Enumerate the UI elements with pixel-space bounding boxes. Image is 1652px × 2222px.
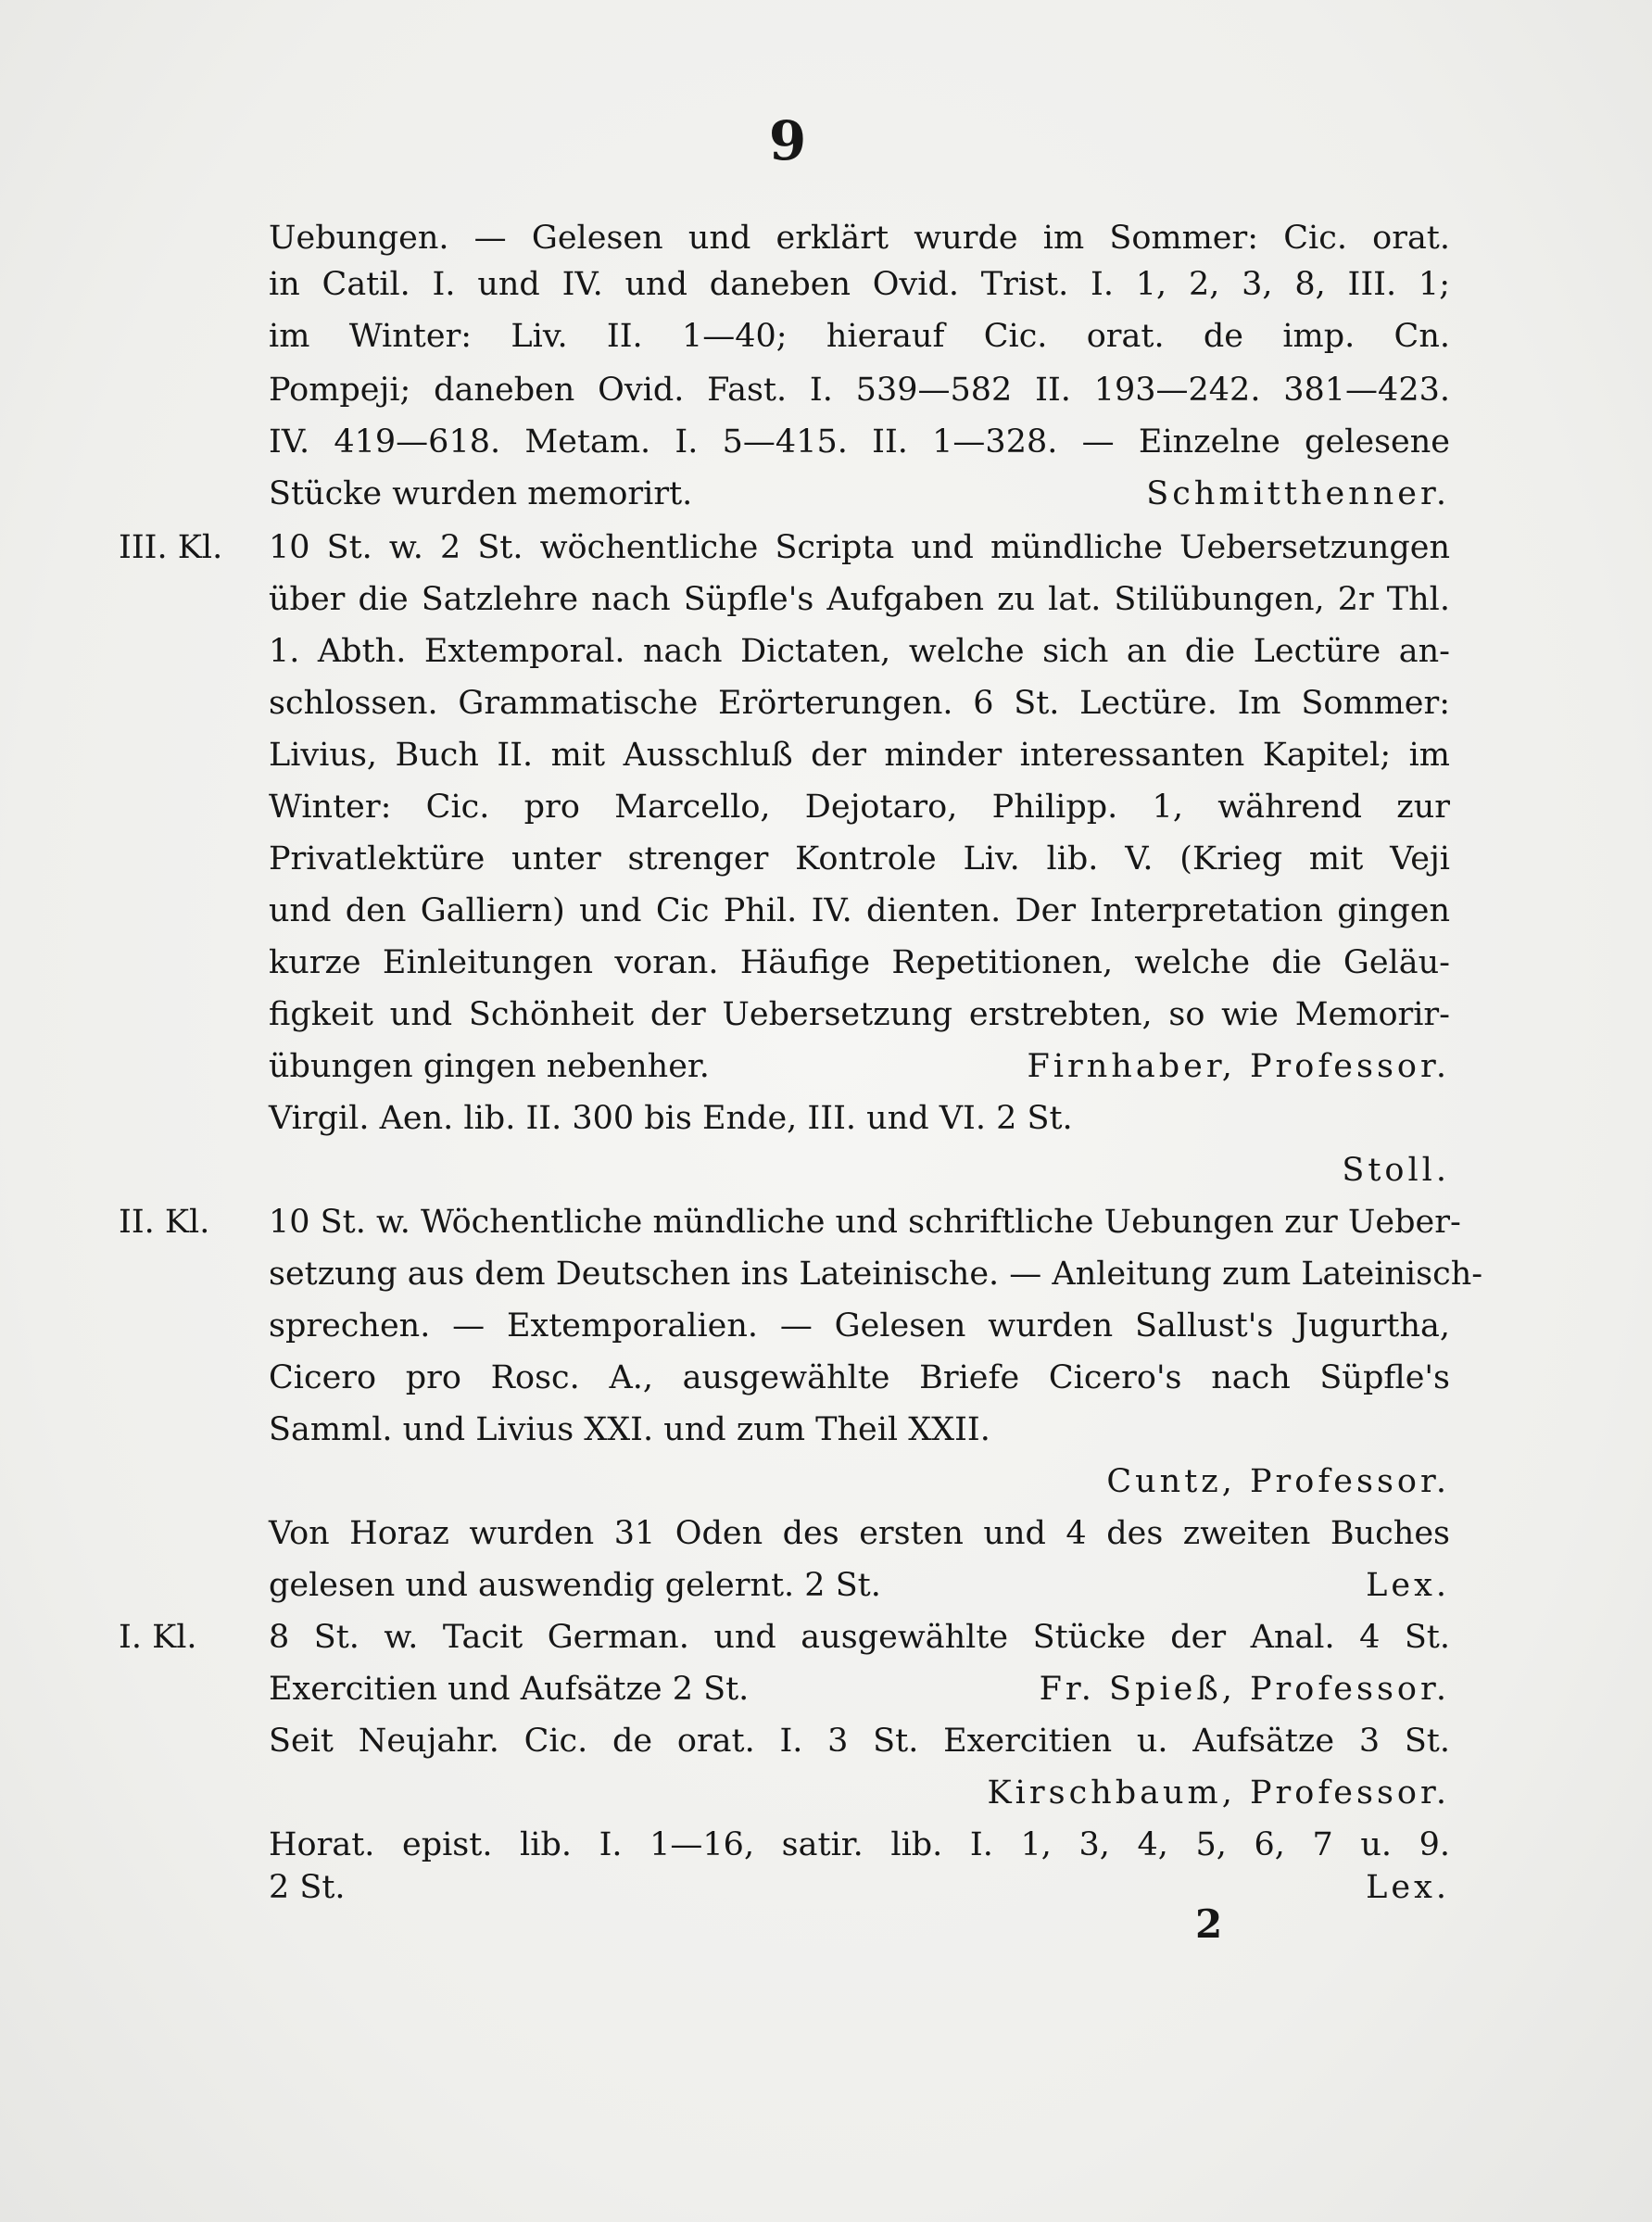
text-line: Winter: Cic. pro Marcello, Dejotaro, Philipp. 1, während zur [269,789,1450,826]
text-line: 2 St. [269,1869,346,1906]
text-line: Samml. und Livius XXI. und zum Theil XXII. [269,1411,990,1448]
text-line: über die Satzlehre nach Süpfle's Aufgaben zu lat. Stilübungen, 2r Thl. [269,581,1450,618]
class-label: III. Kl. [119,529,223,566]
text-line: Cicero pro Rosc. A., ausgewählte Briefe Cicero's nach Süpfle's [269,1359,1450,1396]
text-line: im Winter: Liv. II. 1—40; hierauf Cic. orat. de imp. Cn. [269,318,1450,355]
class-ii-block [0,1197,1575,1247]
text-line: figkeit und Schönheit der Uebersetzung erstrebten, so wie Memorir- [269,996,1450,1033]
text-line: sprechen. — Extemporalien. — Gelesen wurden Sallust's Jugurtha, [269,1307,1450,1345]
text-line: gelesen und auswendig gelernt. 2 St. [269,1567,881,1604]
teacher-signature: Cuntz, Professor. [1106,1463,1450,1500]
class-i-block [0,1612,1575,1662]
text-line: setzung aus dem Deutschen ins Lateinische. — Anleitung zum Lateinisch- [269,1256,1483,1293]
teacher-signature: Fr. Spieß, Professor. [1039,1671,1450,1708]
text-line: Privatlektüre unter strenger Kontrole Liv. lib. V. (Krieg mit Veji [269,840,1450,877]
text-line: Pompeji; daneben Ovid. Fast. I. 539—582 II. 193—242. 381—423. [269,372,1450,409]
text-line: kurze Einleitungen voran. Häufige Repetitionen, welche die Geläu- [269,944,1450,981]
text-line: Stücke wurden memorirt. [269,475,693,512]
text-line: Horat. epist. lib. I. 1—16, satir. lib. I. 1, 3, 4, 5, 6, 7 u. 9. [269,1826,1450,1863]
text-line: Livius, Buch II. mit Ausschluß der minder interessanten Kapitel; im [269,737,1450,774]
text-line: 10 St. w. Wöchentliche mündliche und schriftliche Uebungen zur Ueber- [269,1204,1461,1241]
teacher-signature: Firnhaber, Professor. [1027,1048,1450,1085]
text-line: schlossen. Grammatische Erörterungen. 6 St. Lectüre. Im Sommer: [269,685,1450,722]
text-line: 10 St. w. 2 St. wöchentliche Scripta und mündliche Uebersetzungen [269,529,1450,566]
text-line: Uebungen. — Gelesen und erklärt wurde im Sommer: Cic. orat. [269,220,1450,257]
page-number: 9 [768,109,807,172]
text-line: Seit Neujahr. Cic. de orat. I. 3 St. Exercitien u. Aufsätze 3 St. [269,1723,1450,1760]
class-label: II. Kl. [119,1204,210,1241]
class-iii-block [0,523,1575,573]
text-line: in Catil. I. und IV. und daneben Ovid. Trist. I. 1, 2, 3, 8, III. 1; [269,266,1450,303]
teacher-signature: Lex. [1366,1567,1450,1604]
teacher-signature: Kirschbaum, Professor. [987,1774,1450,1812]
text-line: übungen gingen nebenher. [269,1048,710,1085]
teacher-signature: Lex. [1366,1869,1450,1906]
text-line: Virgil. Aen. lib. II. 300 bis Ende, III. und VI. 2 St. [269,1100,1073,1137]
text-line: 8 St. w. Tacit German. und ausgewählte Stücke der Anal. 4 St. [269,1619,1450,1656]
text-line: 1. Abth. Extemporal. nach Dictaten, welche sich an die Lectüre an- [269,633,1450,670]
signature-mark: 2 [1195,1901,1223,1947]
text-line: IV. 419—618. Metam. I. 5—415. II. 1—328. — Einzelne gelesene [269,423,1450,461]
text-line: und den Galliern) und Cic Phil. IV. dienten. Der Interpretation gingen [269,892,1450,929]
teacher-signature: Schmitthenner. [1146,475,1450,512]
class-label: I. Kl. [119,1619,197,1656]
text-line: Von Horaz wurden 31 Oden des ersten und 4 des zweiten Buches [269,1515,1450,1552]
text-line: Exercitien und Aufsätze 2 St. [269,1671,750,1708]
teacher-signature: Stoll. [1342,1152,1450,1189]
